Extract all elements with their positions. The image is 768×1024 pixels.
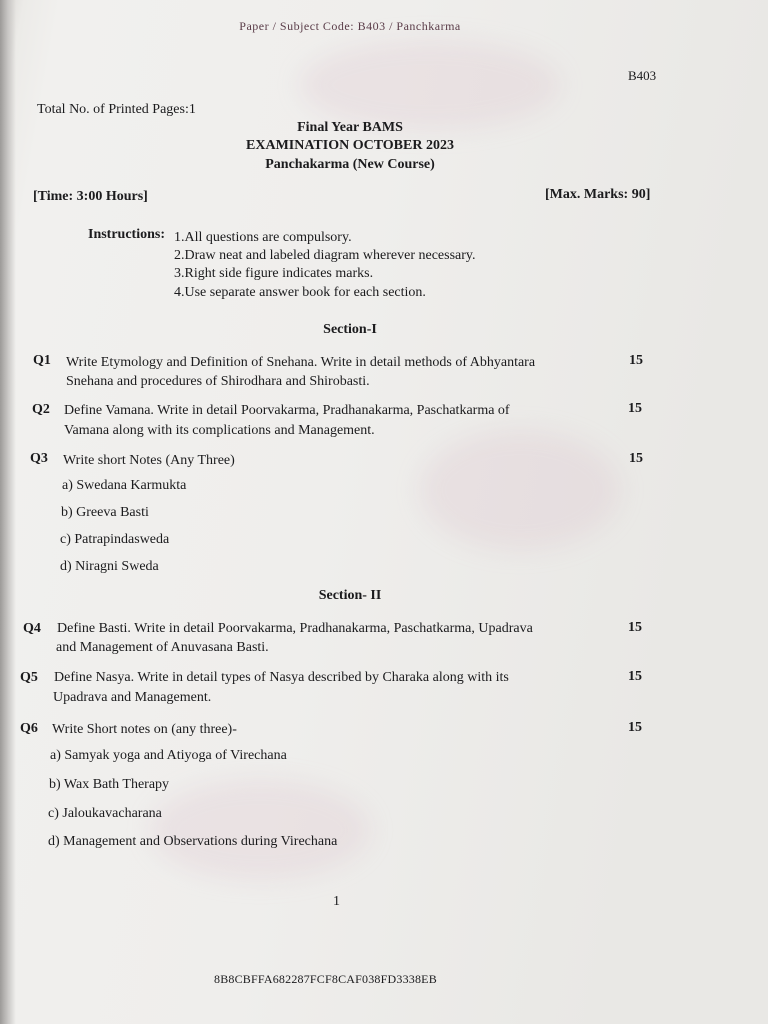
question-text-line: Define Vamana. Write in detail Poorvakarma, Pradhanakarma, Paschatkarma of [64, 403, 510, 418]
question-option: b) Wax Bath Therapy [49, 777, 170, 792]
question-marks: 15 [629, 451, 643, 466]
exam-subject: Panchakarma (New Course) [265, 157, 435, 172]
question-option: b) Greeva Basti [61, 505, 149, 520]
subject-code-line: Paper / Subject Code: B403 / Panchkarma [239, 19, 461, 33]
question-number: Q1 [33, 353, 51, 368]
page-number: 1 [333, 894, 340, 909]
question-number: Q6 [20, 721, 38, 736]
paper-stain [150, 780, 370, 880]
exam-course: Final Year BAMS [297, 120, 403, 135]
question-marks: 15 [628, 620, 642, 635]
section-title: Section- II [318, 588, 382, 603]
question-number: Q3 [30, 451, 48, 466]
instruction-item: 3.Right side figure indicates marks. [174, 266, 374, 281]
instruction-item: 4.Use separate answer book for each section. [174, 285, 426, 300]
question-option: d) Management and Observations during Virechana [48, 834, 338, 849]
paper-id: B403 [628, 68, 657, 83]
question-text-line: Upadrava and Management. [53, 690, 212, 705]
instruction-item: 2.Draw neat and labeled diagram wherever necessary. [174, 248, 476, 263]
question-text-line: Write Short notes on (any three)- [52, 722, 237, 737]
question-option: c) Patrapindasweda [60, 532, 170, 547]
instruction-item: 1.All questions are compulsory. [174, 230, 352, 245]
instructions-label: Instructions: [88, 227, 166, 242]
exam-session: EXAMINATION OCTOBER 2023 [246, 138, 454, 153]
question-marks: 15 [628, 669, 642, 684]
question-option: c) Jaloukavacharana [48, 806, 162, 821]
question-marks: 15 [628, 401, 642, 416]
question-text-line: Define Basti. Write in detail Poorvakarma, Pradhanakarma, Paschatkarma, Upadrava [57, 621, 533, 636]
question-text-line: Define Nasya. Write in detail types of Nasya described by Charaka along with its [54, 670, 509, 685]
question-number: Q2 [32, 402, 50, 417]
question-option: a) Swedana Karmukta [62, 478, 187, 493]
document-hash: 8B8CBFFA682287FCF8CAF038FD3338EB [214, 972, 437, 986]
question-option: a) Samyak yoga and Atiyoga of Virechana [50, 748, 287, 763]
printed-pages: Total No. of Printed Pages:1 [37, 102, 196, 117]
question-text-line: Snehana and procedures of Shirodhara and Shirobasti. [66, 374, 370, 389]
question-marks: 15 [629, 353, 643, 368]
question-text-line: Write short Notes (Any Three) [63, 453, 235, 468]
question-number: Q4 [23, 621, 41, 636]
exam-time: [Time: 3:00 Hours] [33, 189, 148, 204]
question-text-line: and Management of Anuvasana Basti. [56, 640, 269, 655]
question-marks: 15 [628, 720, 642, 735]
question-option: d) Niragni Sweda [60, 559, 159, 574]
paper-stain [420, 430, 620, 550]
question-text-line: Write Etymology and Definition of Snehana. Write in detail methods of Abhyantara [66, 355, 536, 370]
question-number: Q5 [20, 670, 38, 685]
question-text-line: Vamana along with its complications and Management. [64, 423, 375, 438]
max-marks: [Max. Marks: 90] [545, 187, 651, 202]
paper-stain [300, 40, 560, 130]
section-title: Section-I [323, 322, 377, 337]
